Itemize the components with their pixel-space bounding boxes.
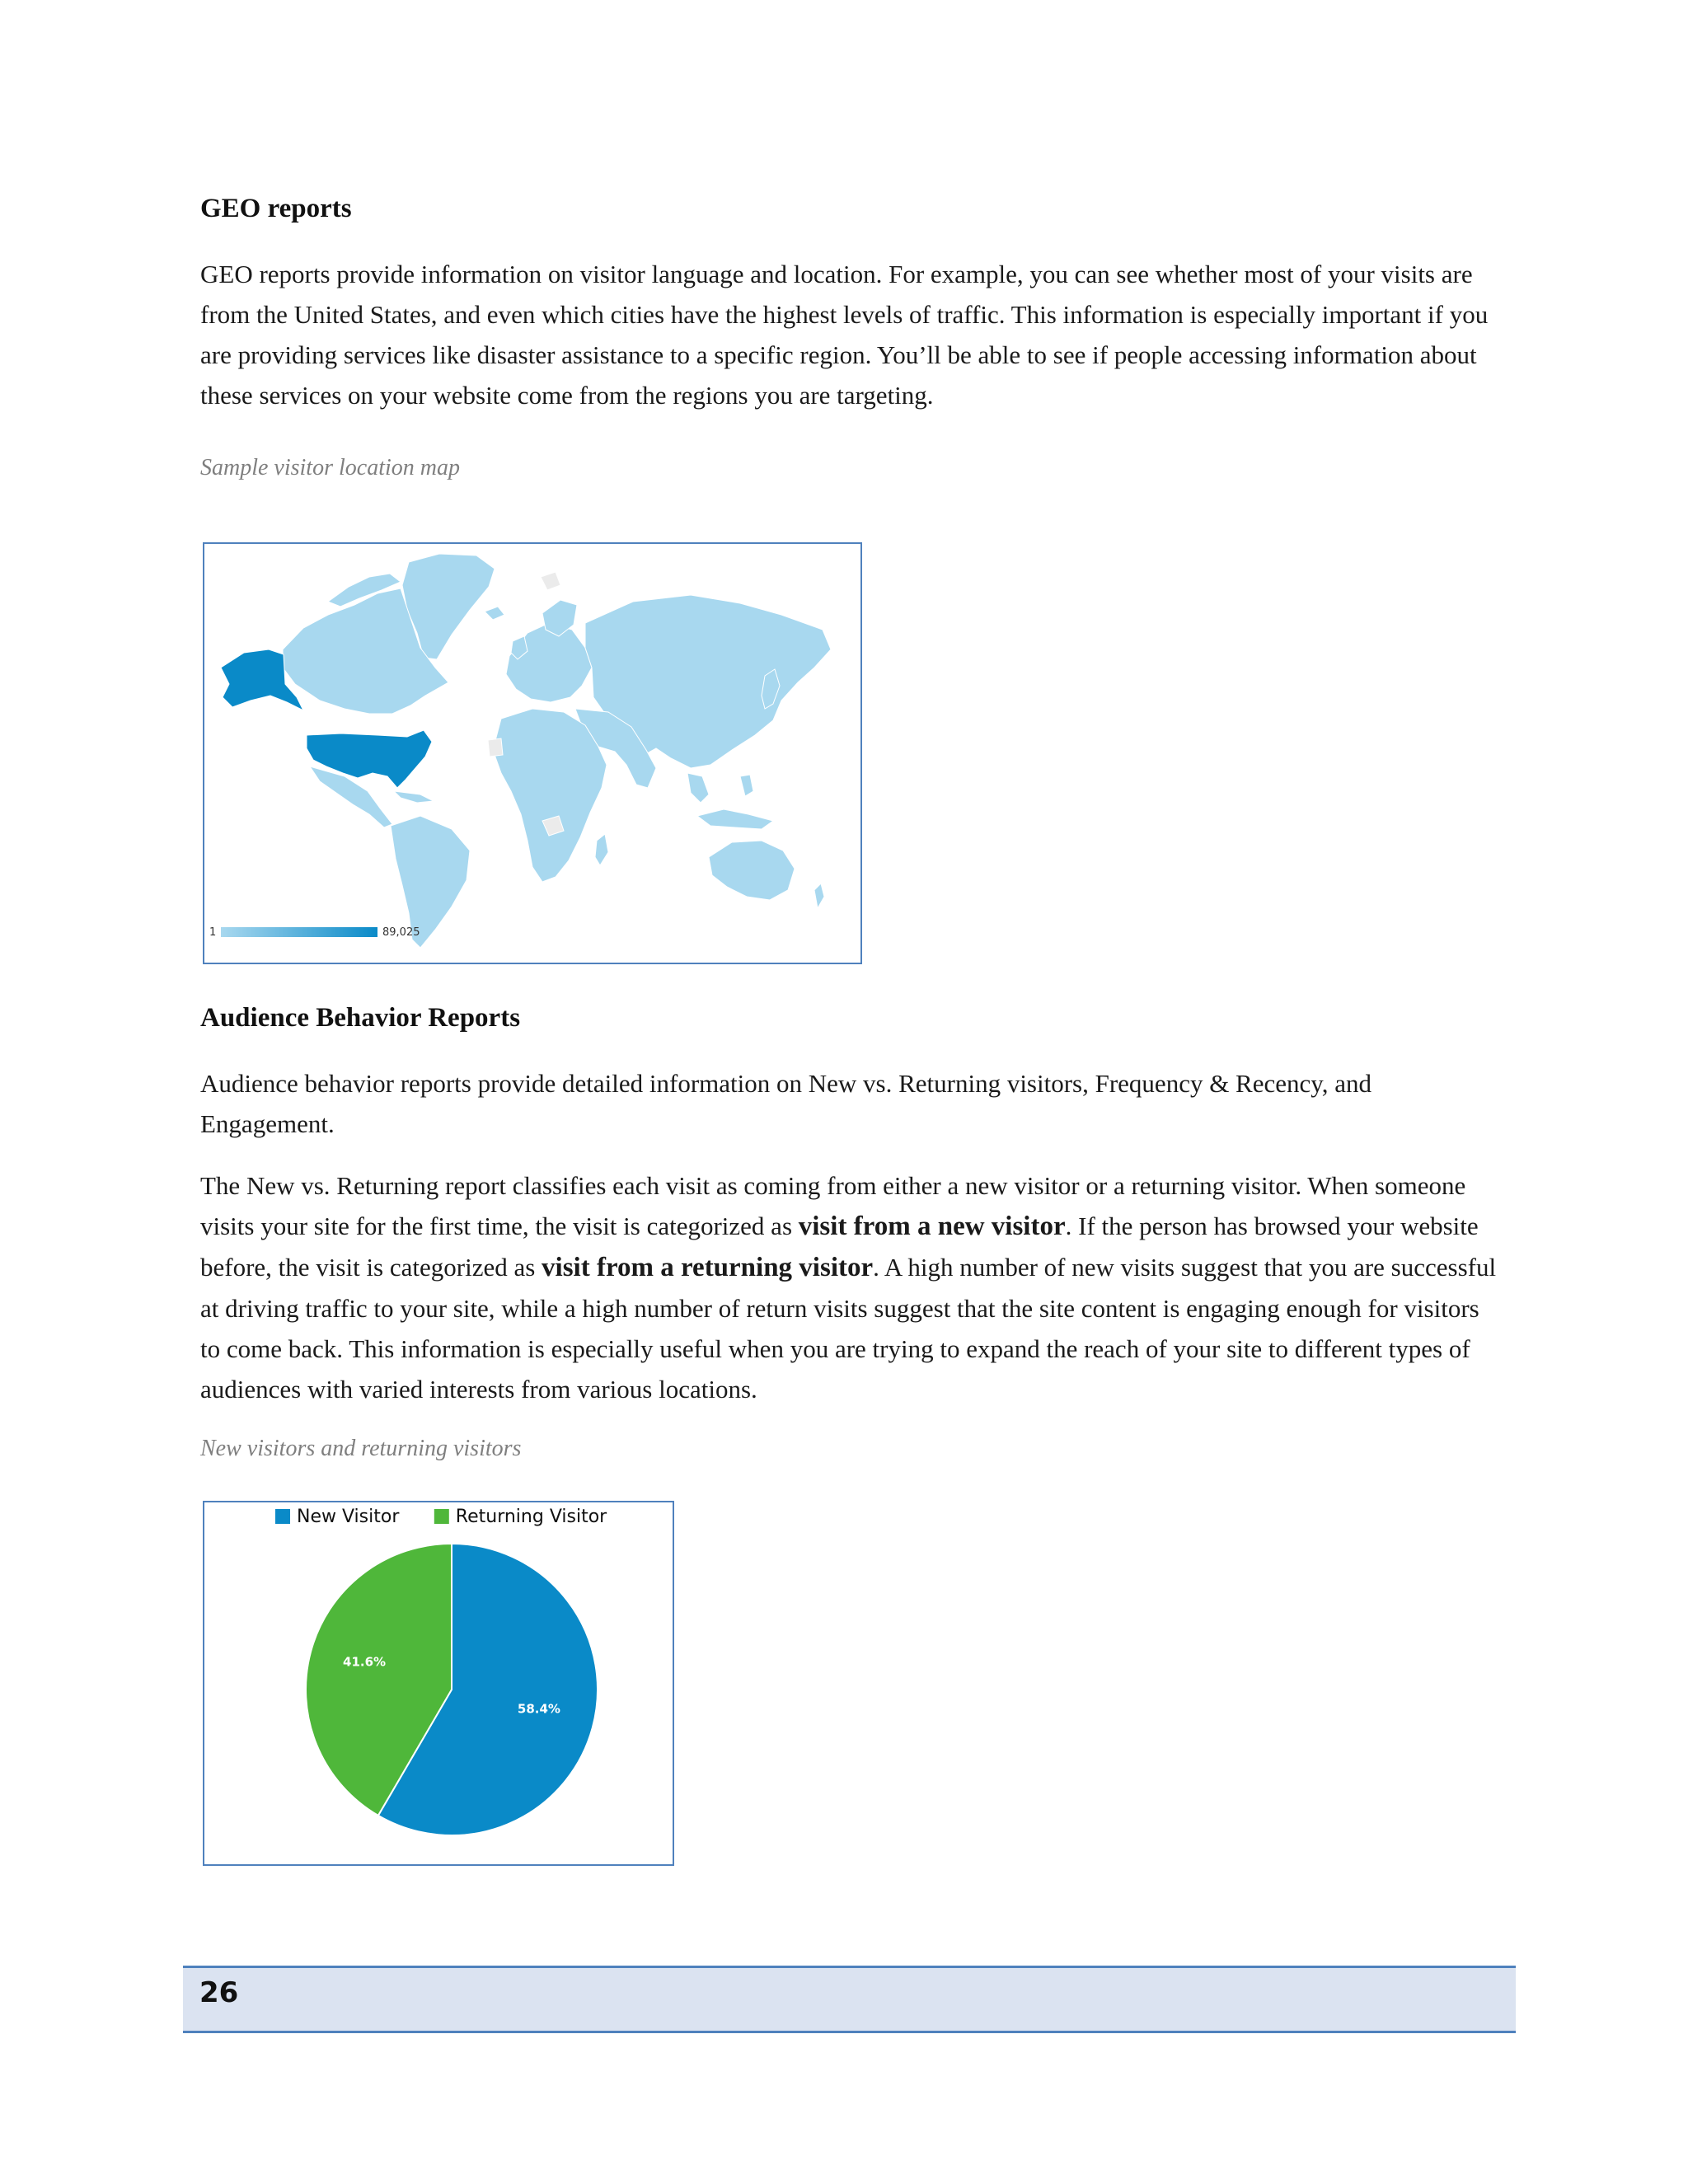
visitor-pie-chart xyxy=(203,1501,674,1866)
map-legend-gradient-bar xyxy=(221,927,377,937)
map-region-europe xyxy=(506,623,592,702)
map-region-indonesia xyxy=(697,809,773,829)
geo-reports-paragraph: GEO reports provide information on visitor language and location. For example, you can see whether most of your visits are from the United States, and even which cities have the highest levels of traffic. This information is especially important if you are providing services like disaster assistance to a specific region. You’ll be able to see if people accessing information about these services on your website come from the regions you are targeting. xyxy=(200,260,1489,410)
paragraph-2-text-1: The New vs. Returning report classifies each visit as coming from either a new visitor or a returning visitor. When someone visits your site for the first time, the visit is categorized as xyxy=(200,1171,1466,1240)
visitor-location-map xyxy=(203,542,862,964)
legend-label-returning-visitor: Returning Visitor xyxy=(455,1507,607,1527)
legend-label-new-visitor: New Visitor xyxy=(297,1507,400,1527)
pie-legend xyxy=(275,1507,607,1527)
map-region-iceland xyxy=(485,607,504,620)
audience-behavior-paragraph-2 xyxy=(200,1165,1503,1409)
map-region-madagascar xyxy=(595,834,608,865)
map-legend-min-label: 1 xyxy=(209,926,217,939)
audience-behavior-paragraph-1: Audience behavior reports provide detailed information on New vs. Returning visitors, Frequency & Recency, and Engagement. xyxy=(200,1069,1372,1138)
map-region-philippines xyxy=(740,775,753,796)
page-footer xyxy=(183,1966,1516,2033)
map-region-australia xyxy=(709,841,795,900)
world-map-graphic xyxy=(204,544,860,963)
map-legend-max-label: 89,025 xyxy=(382,926,420,939)
pie-chart-graphic xyxy=(204,1502,673,1864)
map-region-no-data-western-sahara xyxy=(488,738,503,757)
paragraph-2-text-3: . A high number of new visits suggest that you are successful at driving traffic to your site, while a high number of return visits suggest that the site content is engaging enough for visitors to come back. This information is especially useful when you are trying to expand the reach of your site to different types of audiences with varied interests from various locations. xyxy=(200,1253,1497,1404)
map-region-africa xyxy=(493,709,607,882)
legend-swatch-returning-visitor xyxy=(434,1509,449,1524)
audience-behavior-heading: Audience Behavior Reports xyxy=(200,1003,521,1033)
map-caption: Sample visitor location map xyxy=(200,455,460,480)
map-region-southeast-asia xyxy=(687,773,709,803)
pie-label-returning-visitor: 41.6% xyxy=(343,1654,387,1670)
pie-caption: New visitors and returning visitors xyxy=(200,1436,522,1461)
paragraph-2-text-2: . If the person has browsed your website before, the visit is categorized as xyxy=(200,1212,1479,1282)
page-number: 26 xyxy=(199,1976,239,2009)
map-legend xyxy=(209,926,420,939)
bold-new-visitor-term: visit from a new visitor xyxy=(798,1212,1066,1241)
geo-reports-heading: GEO reports xyxy=(200,194,352,223)
map-region-no-data-svalbard xyxy=(541,572,560,590)
pie-label-new-visitor: 58.4% xyxy=(517,1701,560,1717)
map-region-new-zealand xyxy=(814,883,824,908)
map-region-caribbean xyxy=(394,791,434,803)
bold-returning-visitor-term: visit from a returning visitor xyxy=(542,1253,874,1282)
legend-swatch-new-visitor xyxy=(275,1509,290,1524)
pie-slices xyxy=(306,1544,598,1835)
